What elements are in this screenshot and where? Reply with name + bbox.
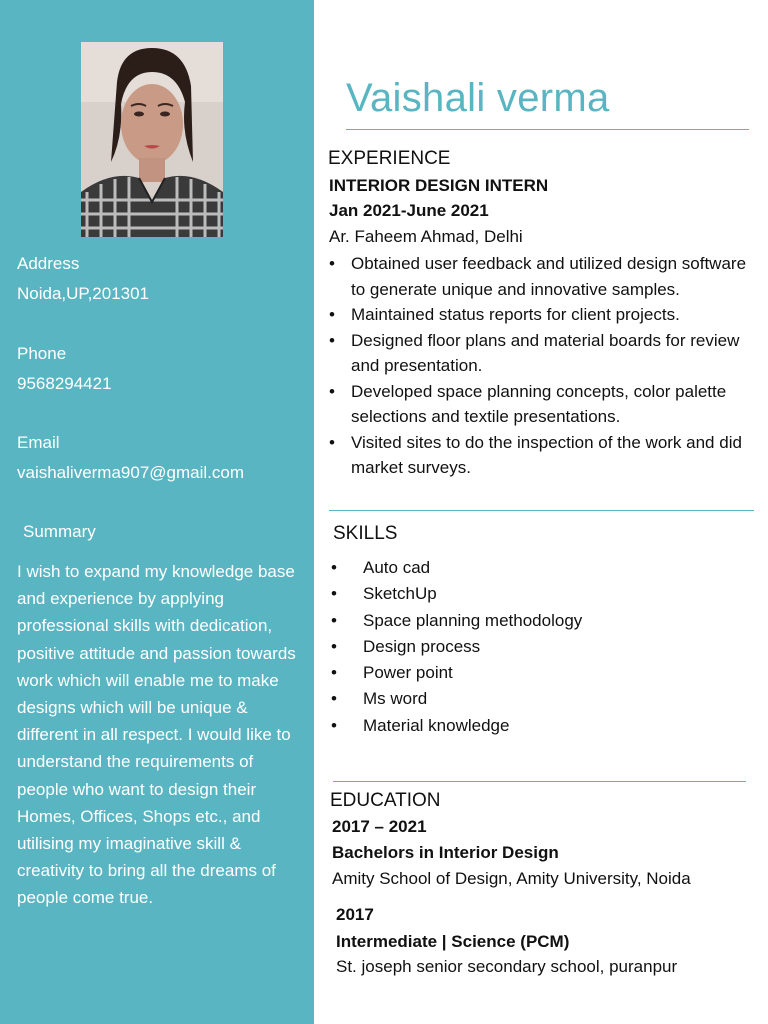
education-years: 2017: [336, 905, 374, 924]
bullet-icon: •: [331, 584, 337, 604]
skills-divider: [333, 781, 746, 782]
experience-bullet: [329, 251, 761, 302]
phone-value: 9568294421: [17, 374, 112, 393]
bullet-icon: •: [331, 636, 337, 656]
skill-text: Auto cad: [363, 558, 431, 577]
skill-item: [331, 686, 582, 712]
skill-text: Ms word: [363, 689, 428, 709]
skill-item: [331, 634, 582, 660]
education-years: 2017 – 2021: [332, 817, 427, 836]
email-label: Email: [17, 433, 60, 452]
education-heading: EDUCATION: [330, 790, 441, 811]
experience-bullet-list: [329, 251, 761, 481]
profile-photo: [81, 42, 223, 237]
education-degree: Bachelors in Interior Design: [332, 843, 559, 862]
experience-bullet-text: Designed floor plans and material boards for review and presentation.: [351, 330, 740, 375]
experience-bullet: [329, 430, 761, 481]
bullet-icon: •: [329, 330, 335, 350]
skill-text: Power point: [363, 663, 453, 683]
experience-bullet-text: Visited sites to do the inspection of the work and did market surveys.: [351, 432, 742, 477]
skill-item: [331, 660, 582, 686]
skill-text: Material knowledge: [363, 715, 510, 735]
skills-heading: SKILLS: [333, 523, 398, 544]
education-school: St. joseph senior secondary school, puranpur: [336, 957, 678, 976]
bullet-icon: •: [331, 715, 337, 735]
skill-text: SketchUp: [363, 584, 437, 604]
experience-role: INTERIOR DESIGN INTERN: [329, 176, 549, 195]
education-degree: Intermediate | Science (PCM): [336, 932, 570, 951]
email-value[interactable]: vaishaliverma907@gmail.com: [17, 463, 245, 482]
education-school: Amity School of Design, Amity University, Noida: [332, 869, 691, 888]
summary-label: Summary: [23, 522, 96, 541]
profile-photo-image: [81, 42, 223, 237]
experience-bullet: [329, 328, 761, 379]
bullet-icon: •: [331, 689, 337, 709]
bullet-icon: •: [329, 432, 335, 452]
name-divider: [346, 129, 749, 130]
skill-item: [331, 581, 582, 607]
bullet-icon: •: [329, 305, 335, 324]
sidebar: [0, 0, 314, 1024]
bullet-icon: •: [329, 254, 335, 273]
bullet-icon: •: [331, 610, 337, 630]
skill-item: [331, 555, 582, 581]
skill-text: Space planning methodology: [363, 610, 583, 630]
skills-list: [331, 555, 582, 739]
experience-bullet: [329, 302, 761, 328]
skill-text: Design process: [363, 636, 481, 656]
experience-heading: EXPERIENCE: [328, 148, 451, 169]
candidate-name: Vaishali verma: [346, 76, 610, 120]
summary-text: I wish to expand my knowledge base and experience by applying professional skills with dedication, positive attitude and passion towards work which will enable me to make designs which will be unique & different in all respect. I would like to understand the requirements of people who want to design their Homes, Offices, Shops etc., and utilising my imaginative skill & creativity to bring all the dreams of people come true.: [17, 562, 296, 908]
address-value: Noida,UP,201301: [17, 284, 150, 303]
bullet-icon: •: [329, 381, 335, 401]
experience-bullet-text: Developed space planning concepts, color palette selections and textile presentations.: [351, 381, 727, 426]
experience-divider: [329, 510, 754, 511]
bullet-icon: •: [331, 558, 337, 577]
phone-label: Phone: [17, 344, 67, 363]
address-label: Address: [17, 254, 80, 273]
experience-employer: Ar. Faheem Ahmad, Delhi: [329, 227, 523, 246]
experience-dates: Jan 2021-June 2021: [329, 201, 489, 220]
skill-item: [331, 713, 582, 739]
bullet-icon: •: [331, 663, 337, 683]
experience-bullet-text: Maintained status reports for client projects.: [351, 305, 680, 324]
experience-bullet: [329, 379, 761, 430]
skill-item: [331, 608, 582, 634]
experience-bullet-text: Obtained user feedback and utilized design software to generate unique and innovative samples.: [351, 254, 747, 299]
